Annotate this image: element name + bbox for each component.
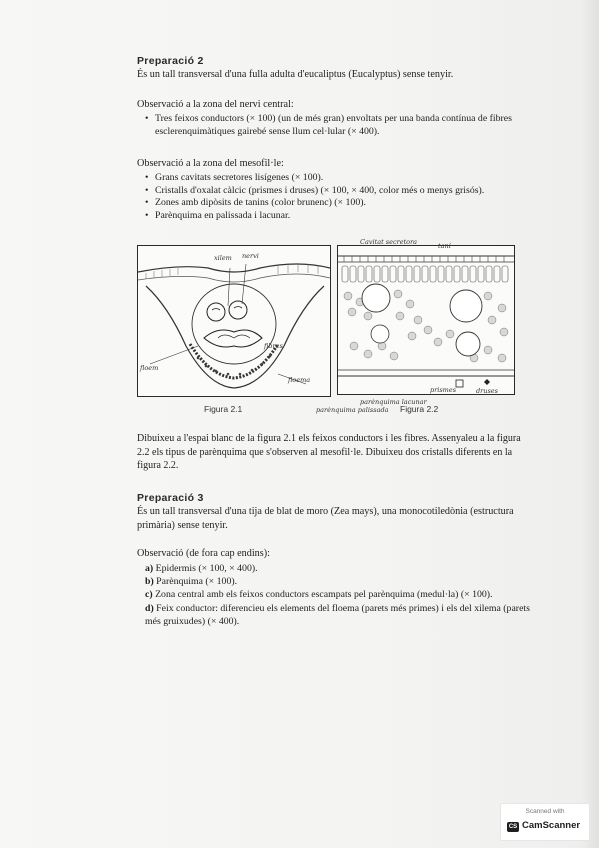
fig1-label-xilem: xilem <box>214 254 232 262</box>
fig1-label-fibres: fibres <box>264 342 283 350</box>
fig1-label-floema: floema <box>288 376 311 384</box>
fig2-label-palissada: parènquima palissada <box>316 406 389 414</box>
item-letter: b) <box>145 576 154 588</box>
list-item <box>145 602 530 628</box>
fig2-label-prismes: prismes <box>430 386 457 394</box>
prep3-heading: Preparació 3 <box>137 492 204 504</box>
fig1-label-floem: floem <box>140 364 159 372</box>
fig2-label-lacunar: parènquima lacunar <box>360 398 427 406</box>
prep3-intro: És un tall transversal d'una tija de blat de moro (Zea mays), una monocotiledònia (estructura primària) sense tenyir. <box>137 506 514 531</box>
scanned-with-label: Scanned with <box>525 808 565 815</box>
list-item: • Zones amb dipòsits de tanins (color brunenc) (× 100). <box>145 197 530 210</box>
item-text: Epidermis (× 100, × 400). <box>155 563 258 574</box>
list-item <box>145 562 530 575</box>
figure-2-1[interactable] <box>137 245 331 397</box>
prep2-heading: Preparació 2 <box>137 55 204 67</box>
obs-nervi-list <box>145 113 530 138</box>
prep2-instruction: Dibuixeu a l'espai blanc de la figura 2.1 els feixos conductors i les fibres. Assenyaleu a la figura 2.2 els tipus de parènquima que s'observen al mesofil·le. Dibuixeu dos cristalls diferents en la figura 2.2. <box>137 433 521 472</box>
leaf-mesophyll-drawing <box>338 246 514 394</box>
item-letter: c) <box>145 589 153 601</box>
fig2-label-tani: taní <box>438 242 451 250</box>
obs-nervi-title: Observació a la zona del nervi central: <box>137 99 294 110</box>
list-item: • Tres feixos conductors (× 100) (un de més gran) envoltats per una banda contínua de fibres esclerenquimàtiques gairebé sense llum cel·lular (× 400). <box>145 113 530 138</box>
list-item: • Grans cavitats secretores lisígenes (× 100). <box>145 172 530 185</box>
camscanner-badge <box>500 803 590 841</box>
page-edge-shadow <box>581 0 599 848</box>
item-text: Zona central amb els feixos conductors escampats pel parènquima (medul·la) (× 100). <box>155 589 493 601</box>
figure-2-2-caption: Figura 2.2 <box>400 404 439 414</box>
item-text: Parènquima (× 100). <box>156 576 238 588</box>
list-item: • Cristalls d'oxalat càlcic (prismes i druses) (× 100, × 400, color més o menys grisós). <box>145 185 530 198</box>
prep2-intro: És un tall transversal d'una fulla adulta d'eucaliptus (Eucalyptus) sense tenyir. <box>137 69 454 80</box>
item-text: Feix conductor: diferencieu els elements del floema (parets més primes) i els del xilema (parets més gruixudes) (× 400). <box>145 602 530 627</box>
list-item <box>145 575 530 588</box>
list-item: • Parènquima en palissada i lacunar. <box>145 210 530 223</box>
fig1-label-nervi: nervi <box>242 252 259 260</box>
obs-mesofil-title: Observació a la zona del mesofil·le: <box>137 158 284 169</box>
leaf-midrib-drawing <box>138 246 330 396</box>
camscanner-logo-icon: CS <box>508 824 518 830</box>
fig2-label-cavitat: Cavitat secretora <box>360 238 418 246</box>
figure-2-1-caption: Figura 2.1 <box>204 404 243 414</box>
prep3-obs-list <box>145 562 530 628</box>
obs-mesofil-list <box>145 172 530 222</box>
prep3-obs-title: Observació (de fora cap endins): <box>137 548 270 559</box>
item-letter: d) <box>145 602 154 614</box>
item-letter: a) <box>145 563 154 574</box>
camscanner-brand: CamScanner <box>522 820 581 831</box>
fig2-label-druses: druses <box>476 387 498 395</box>
list-item <box>145 588 530 601</box>
